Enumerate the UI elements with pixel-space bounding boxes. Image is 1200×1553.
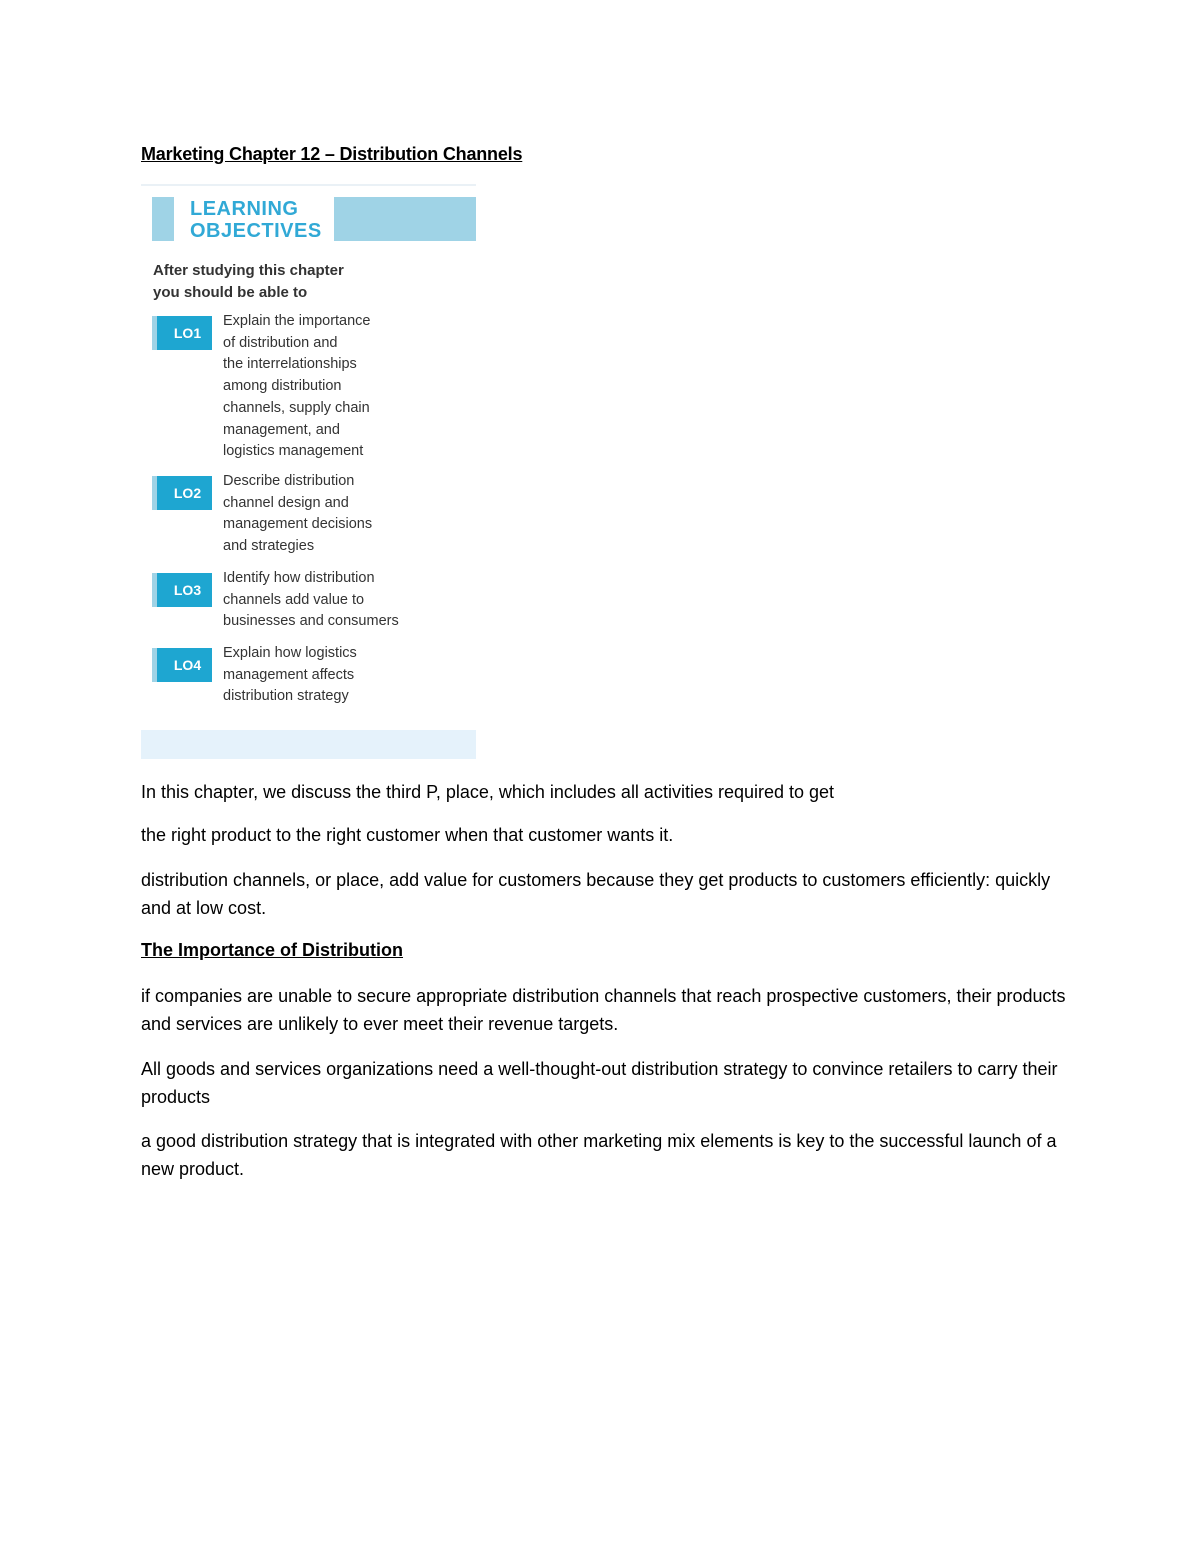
objective-badge: LO2: [152, 476, 212, 510]
learning-objectives-heading: [190, 198, 322, 242]
objective-line: logistics management: [223, 443, 364, 460]
objective-line: channels, supply chain: [223, 399, 370, 416]
heading-line-2: OBJECTIVES: [190, 220, 322, 242]
objective-text: [223, 568, 428, 633]
header-accent-bar-left: [152, 197, 174, 241]
objective-text: [223, 643, 428, 708]
intro-line-2: you should be able to: [153, 284, 308, 301]
paragraph-strategy: All goods and services organizations need a well-thought-out distribution strategy to convince retailers to carry their products: [141, 1059, 1058, 1107]
objective-line: management, and: [223, 421, 340, 438]
objective-text: [223, 471, 428, 558]
objective-line: Describe distribution: [223, 473, 355, 489]
paragraph-channels: if companies are unable to secure appropriate distribution channels that reach prospective customers, their products and services are unlikely to ever meet their revenue targets.: [141, 986, 1066, 1034]
learning-objectives-intro: [153, 260, 383, 304]
intro-line-1: After studying this chapter: [153, 262, 344, 279]
objective-line: channel design and: [223, 494, 349, 511]
paragraph-right-product: the right product to the right customer when that customer wants it.: [141, 825, 674, 845]
learning-objectives-figure: [141, 184, 476, 759]
objective-badge: LO1: [152, 316, 212, 350]
figure-top-rule: [141, 184, 476, 186]
section-heading-importance: The Importance of Distribution: [141, 940, 404, 960]
objective-badge: LO3: [152, 573, 212, 607]
objective-line: businesses and consumers: [223, 613, 399, 630]
page-title: Marketing Chapter 12 – Distribution Channels: [141, 144, 523, 164]
objective-line: and strategies: [223, 538, 315, 555]
objective-line: of distribution and: [223, 334, 338, 351]
paragraph-value: distribution channels, or place, add value for customers because they get products to customers efficiently: quickly and at low cost.: [141, 870, 1051, 918]
objective-line: channels add value to: [223, 591, 365, 608]
header-accent-bar-right: [334, 197, 476, 241]
objective-line: management affects: [223, 666, 355, 683]
heading-line-1: LEARNING: [190, 198, 299, 220]
objective-line: the interrelationships: [223, 356, 357, 373]
objective-text: [223, 311, 428, 463]
figure-bottom-band: [141, 730, 476, 759]
objective-badge: LO4: [152, 648, 212, 682]
objective-line: management decisions: [223, 516, 373, 533]
objective-line: Explain how logistics: [223, 645, 357, 661]
objective-line: Identify how distribution: [223, 570, 375, 586]
objective-line: distribution strategy: [223, 688, 349, 705]
paragraph-intro: In this chapter, we discuss the third P, place, which includes all activities required to get: [141, 782, 835, 802]
paragraph-launch: a good distribution strategy that is integrated with other marketing mix elements is key to the successful launch of a new product.: [141, 1131, 1057, 1179]
objective-line: Explain the importance: [223, 313, 371, 329]
objective-line: among distribution: [223, 378, 342, 395]
